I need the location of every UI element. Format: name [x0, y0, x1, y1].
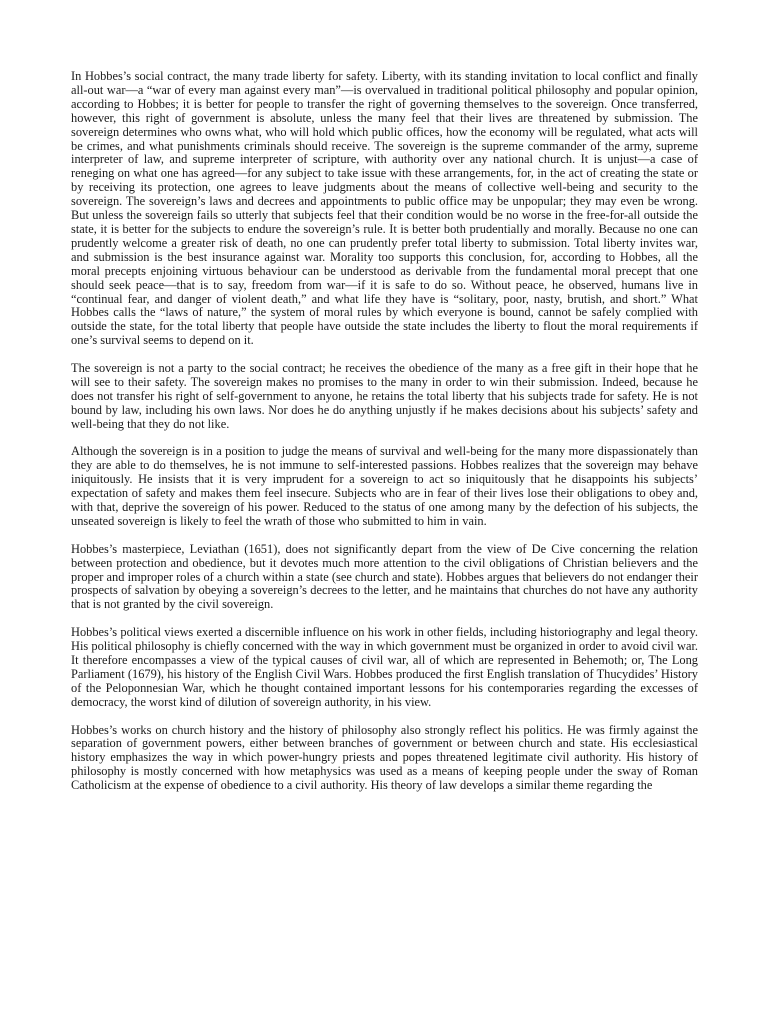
paragraph-3: Although the sovereign is in a position to judge the means of survival and well-being for the many more dispassionately than they are able to do themselves, he is not immune to self-interested passions. Hobbes realizes that the sovereign may behave iniquitously. He insists that it is very imprudent for a sovereign to act so iniquitously that he disappoints his subjects’ expectation of safety and makes them feel insecure. Subjects who are in fear of their lives lose their obligations to obey and, with that, deprive the sovereign of his power. Reduced to the status of one among many by the defection of his subjects, the unseated sovereign is likely to feel the wrath of those who submitted to him in vain.: [71, 444, 698, 528]
paragraph-1: In Hobbes’s social contract, the many trade liberty for safety. Liberty, with its standing invitation to local conflict and finally all-out war—a “war of every man against every man”—is overvalued in traditional political philosophy and popular opinion, according to Hobbes; it is better for people to transfer the right of governing themselves to the sovereign. Once transferred, however, this right of government is absolute, unless the many feel that their lives are threatened by submission. The sovereign determines who owns what, who will hold which public offices, how the economy will be regulated, what acts will be crimes, and what punishments criminals should receive. The sovereign is the supreme commander of the army, supreme interpreter of law, and supreme interpreter of scripture, with authority over any national church. It is unjust—a case of reneging on what one has agreed—for any subject to take issue with these arrangements, for, in the act of creating the state or by receiving its protection, one agrees to leave judgments about the means of collective well-being and security to the sovereign. The sovereign’s laws and decrees and appointments to public office may be unpopular; they may even be wrong. But unless the sovereign fails so utterly that subjects feel that their condition would be no worse in the free-for-all outside the state, it is better for the subjects to endure the sovereign’s rule. It is better both prudentially and morally. Because no one can prudently welcome a greater risk of death, no one can prudently prefer total liberty to submission. Total liberty invites war, and submission is the best insurance against war. Morality too supports this conclusion, for, according to Hobbes, all the moral precepts enjoining virtuous behaviour can be understood as derivable from the fundamental moral precept that one should seek peace—that is to say, freedom from war—if it is safe to do so. Without peace, he observed, humans live in “continual fear, and danger of violent death,” and what life they have is “solitary, poor, nasty, brutish, and short.” What Hobbes calls the “laws of nature,” the system of moral rules by which everyone is bound, cannot be safely complied with outside the state, for the total liberty that people have outside the state includes the liberty to flout the moral requirements if one’s survival seems to depend on it.: [71, 69, 698, 348]
paragraph-2: The sovereign is not a party to the social contract; he receives the obedience of the many as a free gift in their hope that he will see to their safety. The sovereign makes no promises to the many in order to win their submission. Indeed, because he does not transfer his right of self-government to anyone, he retains the total liberty that his subjects trade for safety. He is not bound by law, including his own laws. Nor does he do anything unjustly if he makes decisions about his subjects’ safety and well-being that they do not like.: [71, 361, 698, 431]
paragraph-6: Hobbes’s works on church history and the history of philosophy also strongly reflect his politics. He was firmly against the separation of government powers, either between branches of government or between church and state. His ecclesiastical history emphasizes the way in which power-hungry priests and popes threatened legitimate civil authority. His history of philosophy is mostly concerned with how metaphysics was used as a means of keeping people under the sway of Roman Catholicism at the expense of obedience to a civil authority. His theory of law develops a similar theme regarding the: [71, 722, 698, 793]
document-page: [71, 70, 698, 807]
paragraph-4: Hobbes’s masterpiece, Leviathan (1651), does not significantly depart from the view of De Cive concerning the relation between protection and obedience, but it devotes much more attention to the civil obligations of Christian believers and the proper and improper roles of a church within a state (see church and state). Hobbes argues that believers do not endanger their prospects of salvation by obeying a sovereign’s decrees to the letter, and he maintains that churches do not have any authority that is not granted by the civil sovereign.: [71, 541, 698, 612]
paragraph-5: Hobbes’s political views exerted a discernible influence on his work in other fields, including historiography and legal theory. His political philosophy is chiefly concerned with the way in which government must be organized in order to avoid civil war. It therefore encompasses a view of the typical causes of civil war, all of which are represented in Behemoth; or, The Long Parliament (1679), his history of the English Civil Wars. Hobbes produced the first English translation of Thucydides’ History of the Peloponnesian War, which he thought contained important lessons for his contemporaries regarding the excesses of democracy, the worst kind of dilution of sovereign authority, in his view.: [71, 625, 698, 709]
